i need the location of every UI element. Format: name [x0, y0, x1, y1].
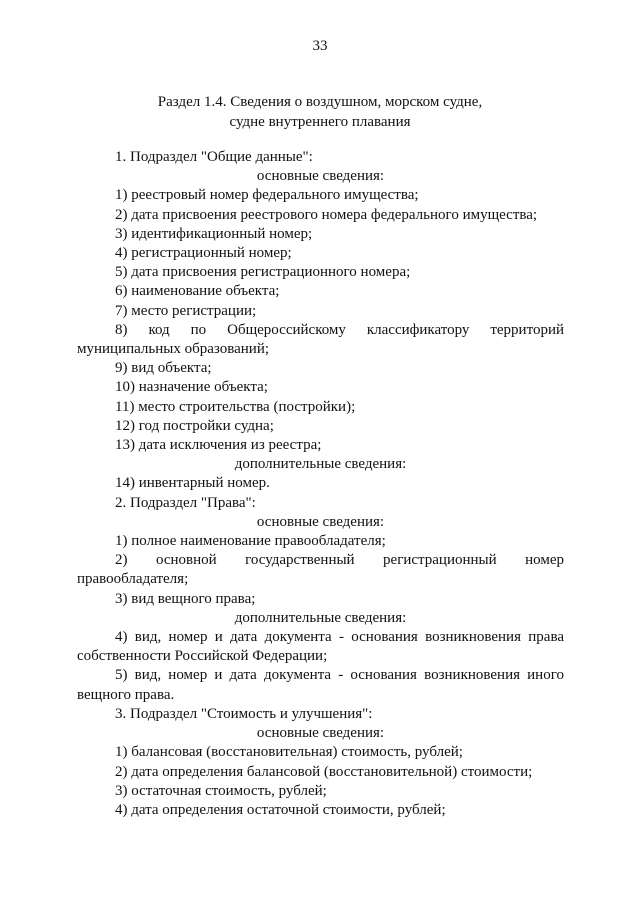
page-number: 33: [312, 38, 328, 54]
subsection-heading: основные сведения:: [256, 513, 385, 530]
list-item: 1) балансовая (восстановительная) стоимость, рублей;: [115, 744, 463, 761]
list-item: 3. Подраздел "Стоимость и улучшения":: [115, 705, 373, 722]
list-item: 2) основной государственный регистрационный номер правообладателя;: [77, 552, 564, 588]
list-item: 13) дата исключения из реестра;: [115, 437, 322, 454]
list-item: 9) вид объекта;: [115, 360, 212, 377]
list-item: 2) дата присвоения реестрового номера федерального имущества;: [115, 206, 538, 223]
list-item: 1) реестровый номер федерального имущества;: [115, 187, 419, 204]
subsection-heading: основные сведения:: [256, 725, 385, 742]
list-item: 3) вид вещного права;: [115, 590, 256, 607]
list-item: 1) полное наименование правообладателя;: [115, 533, 386, 550]
list-item: 7) место регистрации;: [115, 302, 257, 319]
list-item: 12) год постройки судна;: [115, 417, 274, 434]
list-item: 11) место строительства (постройки);: [115, 398, 356, 415]
list-item: 4) регистрационный номер;: [115, 245, 292, 262]
section-title-line-2: судне внутреннего плавания: [229, 114, 411, 130]
subsection-heading: основные сведения:: [256, 168, 385, 185]
list-item: 4) дата определения остаточной стоимости, рублей;: [115, 801, 446, 818]
subsection-heading: дополнительные сведения:: [234, 609, 407, 626]
list-item: 8) код по Общероссийскому классификатору территорий муниципальных образований;: [77, 321, 564, 358]
list-item: 2) дата определения балансовой (восстановительной) стоимости;: [115, 763, 533, 780]
list-item: 5) дата присвоения регистрационного номера;: [115, 264, 411, 281]
list-item: 3) остаточная стоимость, рублей;: [115, 782, 327, 799]
list-item: 3) идентификационный номер;: [115, 225, 313, 242]
list-item: 10) назначение объекта;: [115, 379, 268, 396]
list-item: 14) инвентарный номер.: [115, 475, 270, 492]
list-item: 1. Подраздел "Общие данные":: [115, 149, 313, 165]
section-title-line-1: Раздел 1.4. Сведения о воздушном, морском судне,: [157, 94, 483, 110]
document-body: [77, 148, 564, 820]
list-item: 6) наименование объекта;: [115, 283, 280, 300]
list-item: 4) вид, номер и дата документа - основания возникновения права собственности Российской Федерации;: [77, 629, 564, 665]
subsection-heading: дополнительные сведения:: [234, 456, 407, 473]
list-item: 2. Подраздел "Права":: [115, 494, 256, 511]
list-item: 5) вид, номер и дата документа - основания возникновения иного вещного права.: [77, 667, 564, 703]
section-title: [0, 92, 640, 132]
